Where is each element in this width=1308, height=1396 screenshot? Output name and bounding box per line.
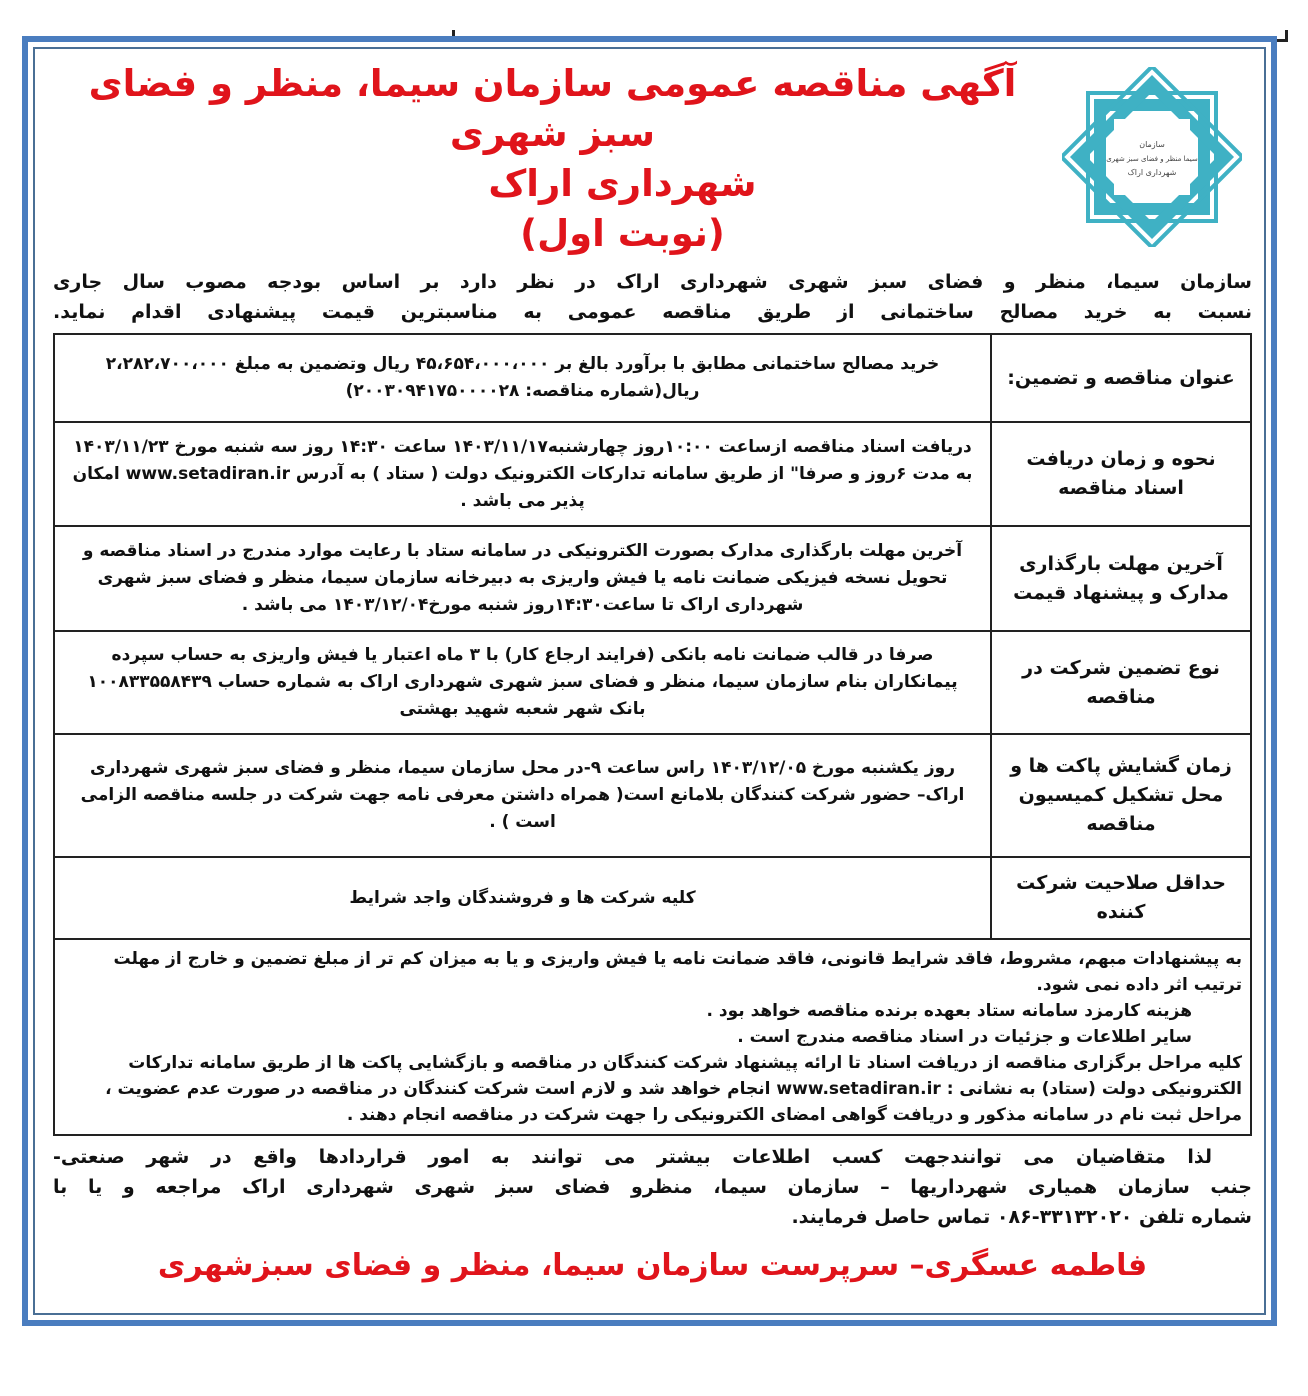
row-label: حداقل صلاحیت شرکت کننده	[991, 857, 1251, 939]
row-value: صرفا در قالب ضمانت نامه بانکی (فرایند ارجاع کار) با ۳ ماه اعتبار یا فیش واریزی به حساب سپرده پیمانکاران بنام سازمان سیما، منظر و فضای سبز شهری شهرداری اراک به شماره حساب ۱۰۰۸۳۳۵۵۸۴۳۹ بانک شهر شعبه شهید بهشتی	[54, 631, 991, 734]
table-row	[54, 857, 1251, 939]
notice-round: (نوبت اول)	[520, 212, 725, 255]
row-label: نوع تضمین شرکت در مناقصه	[991, 631, 1251, 734]
notice-header	[53, 59, 1252, 259]
contact-line: لذا متقاضیان می توانندجهت کسب اطلاعات بیشتر می توانند به امور قراردادها واقع در شهر صنعتی-	[53, 1146, 1212, 1168]
contact-line: شماره تلفن ۳۳۱۳۲۰۲۰-۰۸۶ تماس حاصل فرمایند.	[791, 1206, 1252, 1228]
notice-title: آگهی مناقصه عمومی سازمان سیما، منظر و فضای سبز شهری	[88, 62, 1017, 155]
note: سایر اطلاعات و جزئیات در اسناد مناقصه مندرج است .	[737, 1027, 1192, 1047]
intro-paragraph	[53, 267, 1252, 327]
row-value: خرید مصالح ساختمانی مطابق با برآورد بالغ بر ۴۵،۶۵۴،۰۰۰،۰۰۰ ریال وتضمین به مبلغ ۲،۲۸۲،۷۰۰،۰۰۰ ریال(شماره مناقصه: ۲۰۰۳۰۹۴۱۷۵۰۰۰۰۲۸)	[54, 334, 991, 422]
table-row	[54, 526, 1251, 631]
row-value: دریافت اسناد مناقصه ازساعت ۱۰:۰۰روز چهارشنبه۱۴۰۳/۱۱/۱۷ ساعت ۱۴:۳۰ روز سه شنبه مورخ ۱۴۰۳/۱۱/۲۳ به مدت ۶روز و صرفا" از طریق سامانه تدارکات الکترونیک دولت ( ستاد ) به آدرس www.setadiran.ir امکان پذیر می باشد .	[54, 422, 991, 526]
contact-line: جنب سازمان همیاری شهرداریها – سازمان سیما، منظرو فضای سبز شهری شهرداری اراک مراجعه و یا با	[53, 1176, 1252, 1198]
row-value: کلیه شرکت ها و فروشندگان واجد شرایط	[54, 857, 991, 939]
notice-inner-frame	[33, 47, 1266, 1315]
organization-logo	[1062, 67, 1242, 247]
row-value: روز یکشنبه مورخ ۱۴۰۳/۱۲/۰۵ راس ساعت ۹-در محل سازمان سیما، منظر و فضای سبز شهری شهرداری اراک– حضور شرکت کنندگان بلامانع است( همراه داشتن معرفی نامه جهت شرکت در جلسه مناقصه الزامی است ) .	[54, 734, 991, 857]
svg-text:سازمان: سازمان	[1139, 140, 1165, 149]
intro-line: نسبت به خرید مصالح ساختمانی از طریق مناقصه عمومی به مناسبترین قیمت پیشنهادی اقدام نماید.	[53, 301, 1252, 323]
row-label: آخرین مهلت بارگذاری مدارک و پیشنهاد قیمت	[991, 526, 1251, 631]
notes-box	[53, 940, 1252, 1136]
table-row	[54, 334, 1251, 422]
note: هزینه کارمزد سامانه ستاد بعهده برنده مناقصه خواهد بود .	[706, 1001, 1192, 1021]
table-row	[54, 734, 1251, 857]
row-label: زمان گشایش پاکت ها و محل تشکیل کمیسیون مناقصه	[991, 734, 1251, 857]
note: به پیشنهادات مبهم، مشروط، فاقد شرایط قانونی، فاقد ضمانت نامه یا فیش واریزی و یا به میزان کم تر از مبلغ تضمین و خارج از مهلت ترتیب اثر داده نمی شود.	[113, 949, 1242, 995]
notice-frame	[22, 36, 1277, 1326]
signature: فاطمه عسگری– سرپرست سازمان سیما، منظر و فضای سبزشهری	[157, 1248, 1148, 1283]
tender-details-table	[53, 333, 1252, 940]
row-value: آخرین مهلت بارگذاری مدارک بصورت الکترونیکی در سامانه ستاد با رعایت موارد مندرج در اسناد مناقصه و تحویل نسخه فیزیکی ضمانت نامه یا فیش واریزی به دبیرخانه سازمان سیما، منظر و فضای سبز شهری شهرداری اراک تا ساعت۱۴:۳۰روز شنبه مورخ۱۴۰۳/۱۲/۰۴ می باشد .	[54, 526, 991, 631]
table-row	[54, 422, 1251, 526]
svg-text:شهرداری اراک: شهرداری اراک	[1127, 168, 1177, 177]
intro-line: سازمان سیما، منظر و فضای سبز شهری شهرداری اراک در نظر دارد بر اساس بودجه مصوب سال جاری	[53, 271, 1252, 293]
row-label: نحوه و زمان دریافت اسناد مناقصه	[991, 422, 1251, 526]
svg-text:سیما منظر و فضای سبز شهری: سیما منظر و فضای سبز شهری	[1106, 155, 1198, 163]
contact-paragraph	[53, 1142, 1252, 1232]
row-label: عنوان مناقصه و تضمین:	[991, 334, 1251, 422]
notice-subtitle: شهرداری اراک	[488, 162, 757, 205]
table-row	[54, 631, 1251, 734]
note: کلیه مراحل برگزاری مناقصه از دریافت اسناد تا ارائه پیشنهاد شرکت کنندگان در مناقصه و بازگشایی پاکت ها از طریق سامانه تدارکات الکترونیکی دولت (ستاد) به نشانی : www.setadiran.ir انجام خواهد شد و لازم است شرکت کنندگان در مناقصه در صورت عدم عضویت ، مراحل ثبت نام در سامانه مذکور و دریافت گواهی امضای الکترونیکی را جهت شرکت در مناقصه انجام دهند .	[105, 1053, 1242, 1125]
